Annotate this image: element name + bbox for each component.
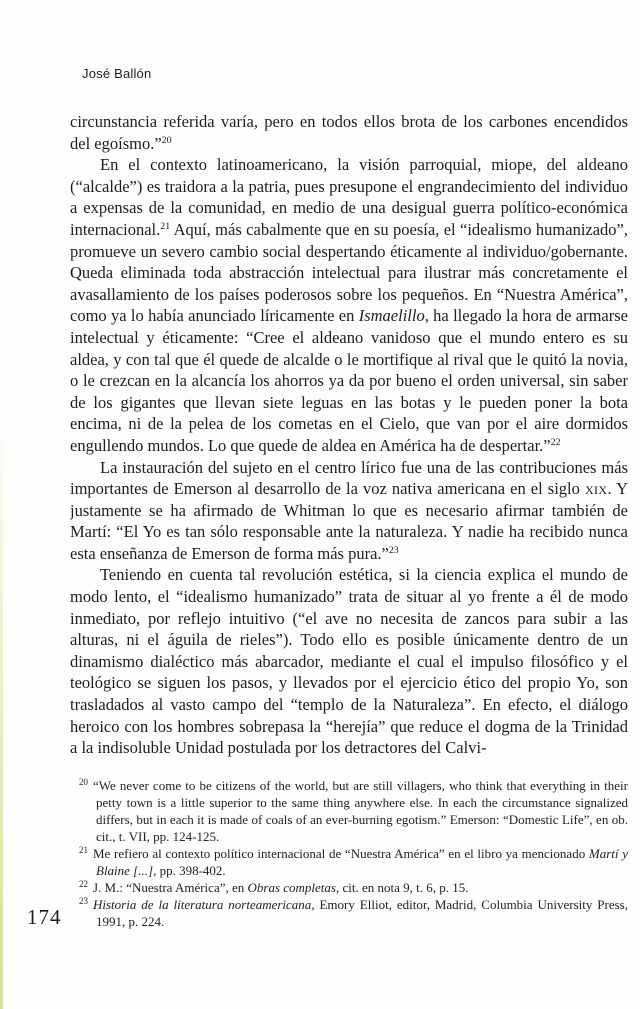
text-segment: , Emory Elliot, editor, Madrid, Columbia University Press, 1991, p. 224.	[96, 897, 628, 929]
footnote-marker: 23	[388, 544, 399, 556]
text-segment: Obras completas	[247, 880, 336, 895]
text-segment: , ha llegado la hora de armarse intelectual y éticamente: “Cree el aldeano vanidoso que el mundo entero es su aldea, y con tal que él quede de alcalde o le mortifique al rival que le quitó la novia, o le crezcan en la alcancía los ahorros ya da por bueno el orden universal, sin saber de los gigantes que llevan siete leguas en las botas y le pueden poner la bota encima, ni de la pelea de los cometas en el Cielo, que van por el aire dormidos engullendo mundos. Lo que quede de aldea en América ha de despertar.”	[70, 306, 628, 455]
text-segment: La instauración del sujeto en el centro lírico fue una de las contribuciones más importantes de Emerson al desarrollo de la voz nativa americana en el siglo	[70, 457, 628, 499]
footnote-number: 23	[79, 896, 88, 906]
text-segment: Martí y Blaine [...]	[96, 846, 628, 878]
text-segment: Teniendo en cuenta tal revolución estética, si la ciencia explica el mundo de modo lento, el “idealismo humanizado” trata de situar al yo frente a él de modo inmediato, por reflejo intuitivo (“el ave no necesita de zancos para subir a las alturas, ni el águila de rieles”). Todo ello es posible únicamente dentro de un dinamismo dialéctico más abarcador, mediante el cual el impulso filosófico y el teológico se siguen los pasos, y llevados por el ejercicio ético del propio Yo, son trasladados al vasto campo del “templo de la Naturaleza”. En efecto, el diálogo heroico con los hombres sobrepasa la “herejía” que reduce el dogma de la Trinidad a la indisoluble Unidad postulada por los detractores del Calvi-	[70, 565, 628, 758]
running-header: José Ballón	[82, 66, 152, 81]
footnote-marker: 20	[161, 134, 172, 146]
text-segment: , pp. 398-402.	[153, 863, 226, 878]
footnote-marker: 21	[160, 220, 171, 232]
text-segment: circunstancia referida varía, pero en todos ellos brota de los carbones encendidos del egoísmo.”	[70, 112, 628, 153]
text-segment: Historia de la literatura norteamericana	[93, 897, 312, 912]
footnote	[79, 879, 628, 896]
paragraph	[70, 111, 628, 154]
text-segment: . Y justamente se ha afirmado de Whitman lo que es necesario afirmar también de Martí: “El Yo es tan sólo responsable ante la naturaleza. Y nadie ha recibido nunca esta enseñanza de Emerson de forma más pura.”	[70, 479, 628, 563]
scan-edge-artifact	[0, 420, 3, 1009]
footnote-number: 20	[79, 777, 88, 787]
footnote-marker: 22	[550, 436, 561, 448]
text-segment: J. M.: “Nuestra América”, en	[93, 880, 248, 895]
footnote	[79, 777, 628, 845]
paragraph	[70, 457, 628, 565]
paragraph	[70, 564, 628, 758]
text-segment: xix	[584, 479, 608, 499]
text-segment: Ismaelillo	[358, 306, 425, 326]
footnote	[79, 896, 628, 930]
footnote-number: 21	[79, 845, 88, 855]
text-segment: Me refiero al contexto político internacional de “Nuestra América” en el libro ya mencionado	[93, 846, 589, 861]
paragraph	[70, 154, 628, 456]
page-number: 174	[27, 905, 62, 929]
text-segment: “We never come to be citizens of the world, but are still villagers, who think that everything in their petty town is a little superior to the same thing anywhere else. In each the circumstance signalized differs, but in each it is made of coals of an ever-burning egotism.” Emerson: “Domestic Life”, en ob. cit., t. VII, pp. 124-125.	[93, 778, 628, 844]
text-segment: En el contexto latinoamericano, la visión parroquial, miope, del aldeano (“alcalde”) es traidora a la patria, pues presupone el engrandecimiento del individuo a expensas de la comunidad, en medio de una desigual guerra político-económica internacional.	[70, 155, 628, 239]
footnotes	[79, 777, 628, 930]
body-text	[70, 111, 628, 759]
text-segment: Aquí, más cabalmente que en su poesía, el “idealismo humanizado”, promueve un severo cambio social despertando éticamente al individuo/gobernante. Queda eliminada toda abstracción intelectual para ilustrar más concretamente el avasallamiento de los países poderosos sobre los pequeños. En “Nuestra América”, como ya lo había anunciado líricamente en	[70, 219, 628, 326]
footnote	[79, 845, 628, 879]
text-segment: , cit. en nota 9, t. 6, p. 15.	[335, 880, 469, 895]
footnote-number: 22	[79, 879, 88, 889]
